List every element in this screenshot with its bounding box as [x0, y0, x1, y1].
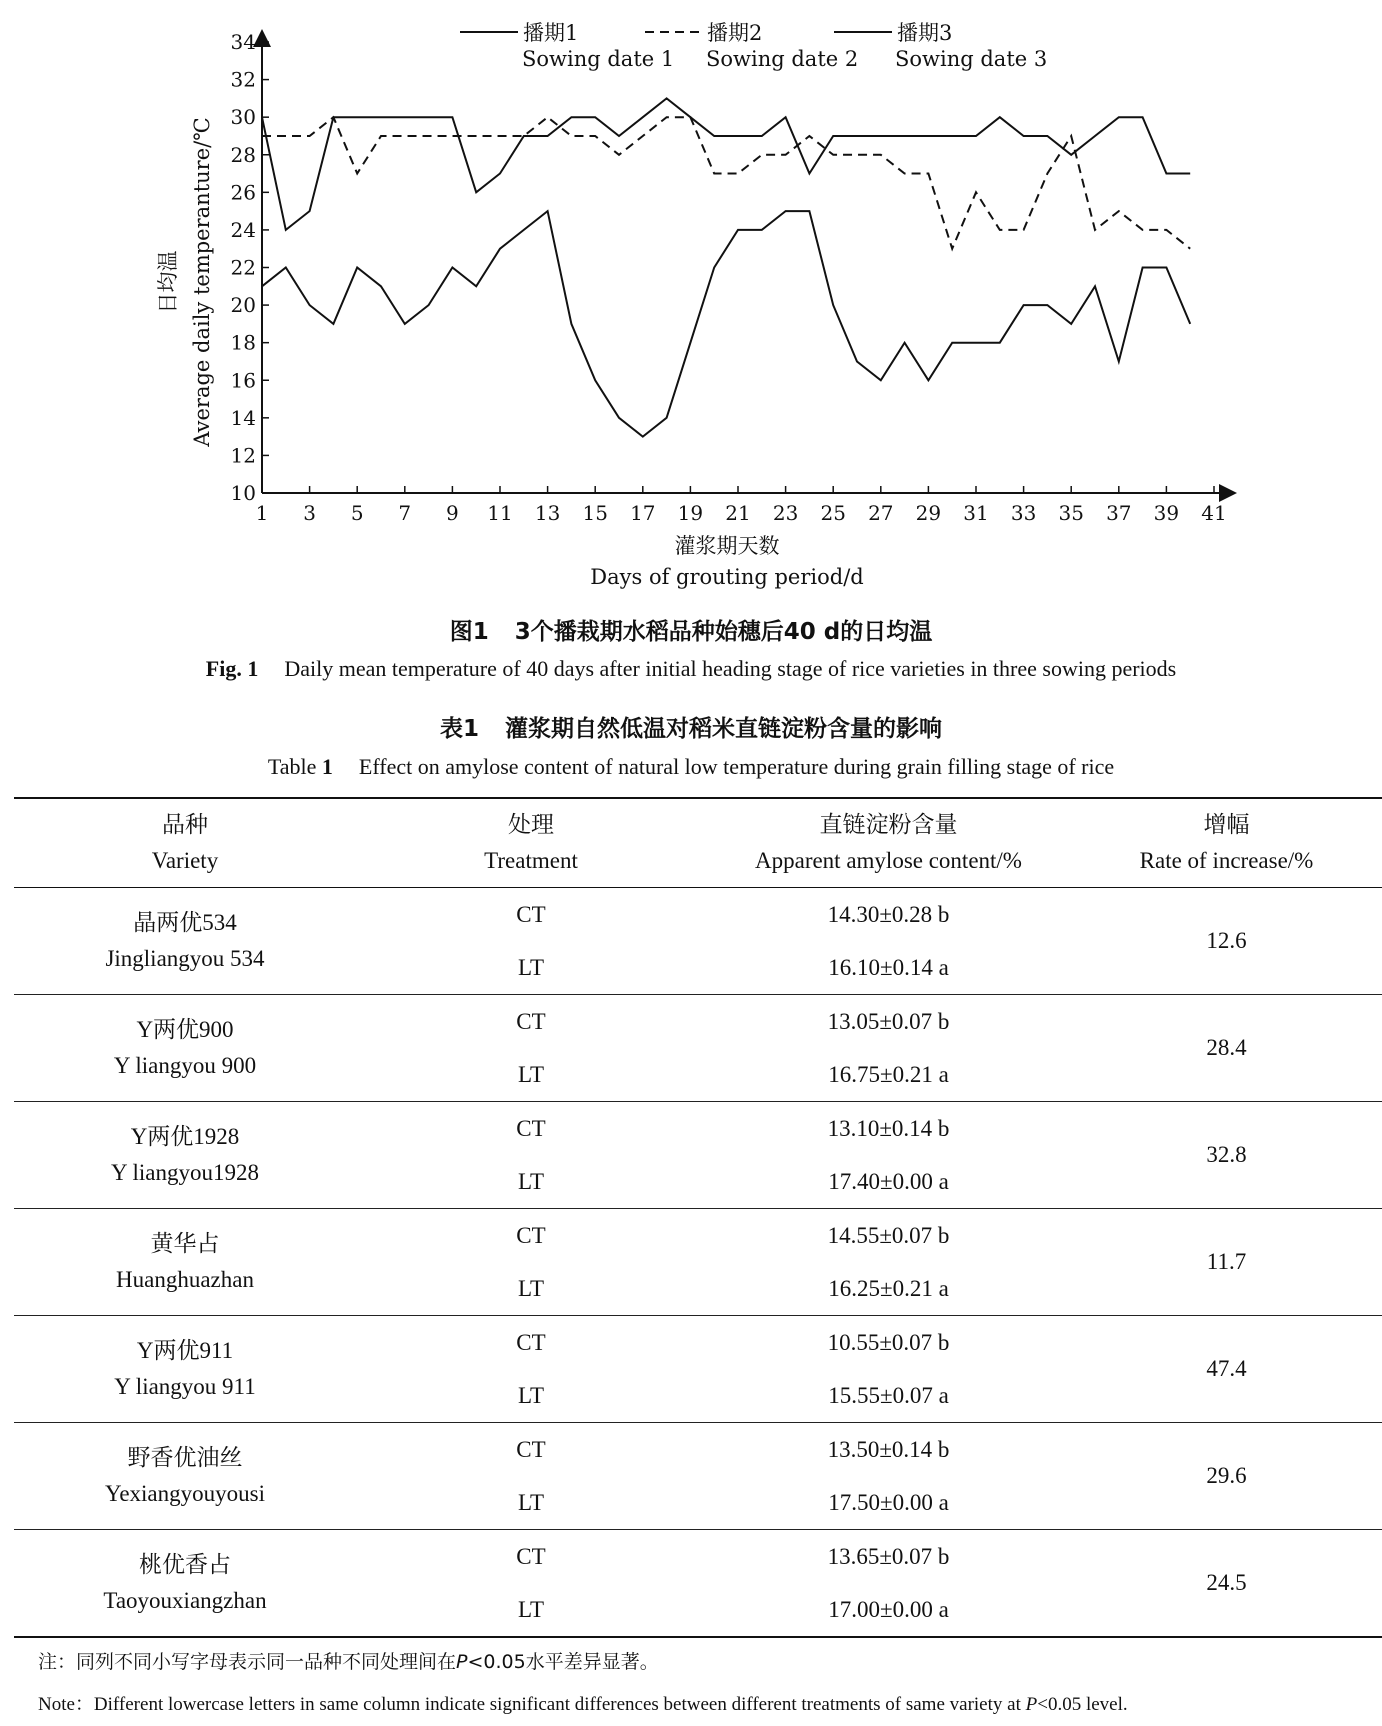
x-tick-label: 3 [303, 501, 316, 525]
table-row [14, 1209, 1382, 1263]
treatment-cell: LT [518, 1168, 544, 1194]
legend [460, 21, 1047, 71]
x-tick-label: 35 [1058, 501, 1084, 525]
rate-cell: 12.6 [1206, 928, 1247, 954]
amylose-cell: 14.55±0.07 b [827, 1222, 950, 1248]
treatment-cell: LT [518, 1596, 544, 1622]
variety-cell [14, 1209, 356, 1316]
legend-item-sowing-date-3 [834, 21, 1047, 71]
figure-caption-cn-label: 图1 [449, 619, 489, 645]
table-caption-en [0, 754, 1382, 780]
treatment-cell: CT [516, 1115, 546, 1141]
variety-en: Huanghuazhan [116, 1267, 254, 1292]
amylose-cell: 14.30±0.28 b [827, 901, 950, 927]
variety-cell [14, 888, 356, 995]
legend-label-cn-1: 播期1 [523, 21, 579, 45]
amylose-cell: 13.10±0.14 b [827, 1115, 950, 1141]
x-tick-label: 15 [582, 501, 608, 525]
table-row [14, 1102, 1382, 1156]
chart-series [262, 98, 1190, 436]
x-axis-label-cn: 灌浆期天数 [674, 534, 780, 558]
figure-caption-en-text: Daily mean temperature of 40 days after initial heading stage of rice varieties in three sowing periods [284, 656, 1177, 681]
variety-cell [14, 1530, 356, 1638]
x-axis-label-en: Days of grouting period/d [590, 565, 864, 589]
x-tick-label: 17 [630, 501, 656, 525]
variety-cell [14, 1423, 356, 1530]
treatment-cell: CT [516, 1222, 546, 1248]
rate-cell: 11.7 [1206, 1249, 1247, 1275]
amylose-cell: 15.55±0.07 a [828, 1382, 949, 1408]
variety-cn: 桃优香占 [139, 1552, 231, 1578]
table-caption-cn-label: 表1 [439, 716, 479, 742]
legend-label-cn-3: 播期3 [897, 21, 953, 45]
y-tick-label: 32 [230, 67, 256, 92]
table-row [14, 1530, 1382, 1584]
x-tick-label: 5 [350, 501, 364, 525]
table-note-cn: 注：同列不同小写字母表示同一品种不同处理间在P<0.05水平差异显著。 [38, 1651, 659, 1673]
variety-cell [14, 1316, 356, 1423]
rate-cell: 24.5 [1206, 1570, 1247, 1596]
y-tick-label: 20 [230, 293, 256, 318]
table-caption-en-text: Effect on amylose content of natural low temperature during grain filling stage of rice [358, 754, 1115, 779]
y-tick-label: 30 [230, 105, 256, 130]
variety-cn: 野香优油丝 [127, 1445, 243, 1471]
amylose-cell: 17.40±0.00 a [828, 1168, 949, 1194]
variety-en: Y liangyou 900 [113, 1053, 257, 1078]
treatment-cell: LT [518, 954, 544, 980]
figure-caption-en [0, 656, 1382, 682]
y-tick-label: 14 [230, 405, 256, 430]
figure-caption-cn-text: 3个播栽期水稻品种始穗后40 d的日均温 [514, 619, 933, 645]
legend-item-sowing-date-2 [645, 21, 858, 71]
x-tick-label: 41 [1201, 501, 1227, 525]
x-tick-label: 33 [1010, 501, 1037, 525]
treatment-cell: LT [518, 1382, 544, 1408]
treatment-cell: CT [516, 1436, 546, 1462]
x-tick-label: 9 [446, 501, 459, 525]
variety-cn: 黄华占 [150, 1231, 220, 1257]
chart-ticks [231, 30, 1227, 525]
table-header-row [14, 798, 1382, 888]
variety-cn: Y两优1928 [130, 1124, 240, 1150]
variety-en: Yexiangyouyousi [105, 1481, 265, 1506]
header-rate: 增幅 Rate of increase/% [1139, 812, 1314, 873]
x-tick-label: 13 [534, 501, 561, 525]
amylose-cell: 16.25±0.21 a [828, 1275, 949, 1301]
figure-caption-en-label: Fig. 1 [205, 656, 259, 681]
y-axis-label-cn: 日均温 [156, 250, 180, 314]
x-tick-label: 1 [255, 501, 269, 525]
table-row [14, 888, 1382, 942]
variety-cn: 晶两优534 [133, 910, 237, 936]
amylose-cell: 17.50±0.00 a [828, 1489, 949, 1515]
treatment-cell: CT [516, 1329, 546, 1355]
table-body [14, 888, 1382, 1638]
x-tick-label: 29 [915, 501, 942, 525]
figure-caption-cn [0, 613, 1382, 646]
x-tick-label: 19 [677, 501, 704, 525]
y-tick-label: 24 [230, 217, 256, 242]
rate-cell: 28.4 [1206, 1035, 1247, 1061]
x-tick-label: 11 [487, 501, 513, 525]
table-note-en: Note：Different lowercase letters in same column indicate significant differences between different treatments of same variety at P<0.05 level. [38, 1694, 1128, 1715]
series-line-sowing-date-1 [262, 98, 1190, 230]
treatment-cell: CT [516, 1008, 546, 1034]
treatment-cell: LT [518, 1061, 544, 1087]
y-tick-label: 26 [230, 180, 256, 205]
table-row [14, 1423, 1382, 1477]
x-tick-label: 7 [398, 501, 412, 525]
y-tick-label: 18 [230, 330, 256, 355]
amylose-cell: 17.00±0.00 a [828, 1596, 949, 1622]
amylose-cell: 16.75±0.21 a [828, 1061, 949, 1087]
variety-en: Y liangyou1928 [111, 1160, 259, 1185]
x-tick-label: 21 [725, 501, 751, 525]
variety-cell [14, 1102, 356, 1209]
variety-cn: Y两优900 [136, 1017, 234, 1043]
variety-en: Jingliangyou 534 [105, 946, 265, 971]
y-tick-label: 28 [230, 142, 256, 167]
variety-en: Y liangyou 911 [114, 1374, 256, 1399]
table-caption-en-prefix: Table [267, 754, 317, 779]
amylose-cell: 13.65±0.07 b [827, 1543, 950, 1569]
table-caption-cn-text: 灌浆期自然低温对稻米直链淀粉含量的影响 [505, 716, 942, 742]
legend-label-en-3: Sowing date 3 [895, 47, 1048, 71]
y-tick-label: 10 [230, 481, 256, 505]
amylose-cell: 13.50±0.14 b [827, 1436, 950, 1462]
rate-cell: 29.6 [1206, 1463, 1247, 1489]
legend-label-cn-2: 播期2 [707, 21, 763, 45]
rate-cell: 32.8 [1206, 1142, 1247, 1168]
treatment-cell: CT [516, 901, 546, 927]
x-tick-label: 25 [820, 501, 846, 525]
treatment-cell: CT [516, 1543, 546, 1569]
x-tick-label: 23 [772, 501, 799, 525]
legend-item-sowing-date-1 [460, 21, 674, 71]
header-amylose: 直链淀粉含量 Apparent amylose content/% [755, 812, 1022, 873]
series-line-sowing-date-3 [262, 211, 1190, 437]
table-caption-en-number: 1 [321, 754, 333, 779]
variety-cn: Y两优911 [136, 1338, 234, 1364]
header-variety: 品种 Variety [151, 812, 219, 873]
x-tick-label: 27 [868, 501, 894, 525]
treatment-cell: LT [518, 1489, 544, 1515]
y-axis-label-en: Average daily temperanture/℃ [190, 117, 214, 447]
legend-label-en-1: Sowing date 1 [522, 47, 675, 71]
legend-label-en-2: Sowing date 2 [706, 47, 859, 71]
amylose-cell: 16.10±0.14 a [828, 954, 949, 980]
table-caption-cn [0, 710, 1382, 743]
y-tick-label: 16 [230, 368, 256, 393]
y-tick-label: 12 [230, 443, 256, 468]
x-tick-label: 39 [1153, 501, 1180, 525]
x-tick-label: 31 [963, 501, 989, 525]
chart-axes [262, 38, 1228, 493]
table-row [14, 995, 1382, 1049]
rate-cell: 47.4 [1206, 1356, 1247, 1382]
y-tick-label: 22 [230, 255, 256, 280]
amylose-table [14, 797, 1382, 1638]
x-tick-label: 37 [1106, 501, 1132, 525]
treatment-cell: LT [518, 1275, 544, 1301]
temperature-line-chart [0, 0, 1382, 600]
variety-en: Taoyouxiangzhan [103, 1588, 267, 1613]
y-tick-label: 34 [230, 30, 256, 54]
amylose-cell: 10.55±0.07 b [827, 1329, 950, 1355]
header-treatment: 处理 Treatment [484, 812, 578, 873]
amylose-cell: 13.05±0.07 b [827, 1008, 950, 1034]
table-row [14, 1316, 1382, 1370]
variety-cell [14, 995, 356, 1102]
